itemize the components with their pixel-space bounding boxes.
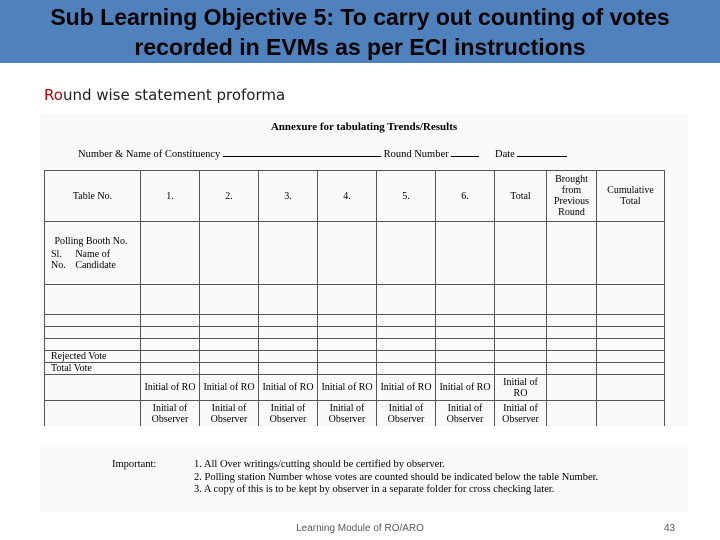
- proforma-title: Annexure for tabulating Trends/Results: [270, 121, 458, 133]
- rejected-vote-label: Rejected Vote: [45, 351, 141, 363]
- table-header-row: [45, 171, 665, 222]
- footer-text: Learning Module of RO/ARO: [296, 523, 424, 534]
- initial-observer-4: Initial of Observer: [318, 401, 377, 427]
- date-label: Date: [494, 149, 515, 160]
- initial-ro-1: Initial of RO: [141, 375, 200, 401]
- candidate-label: Name of Candidate: [75, 248, 116, 271]
- slide-title-line1: Sub Learning Objective 5: To carry out counting of votes: [50, 4, 670, 30]
- round-label: Round Number: [383, 149, 449, 160]
- slide-title-banner: [0, 0, 720, 63]
- initial-observer-6: Initial of Observer: [436, 401, 495, 427]
- rejected-vote-row: [45, 351, 665, 363]
- sl-no-label: Sl. No.: [51, 248, 66, 271]
- polling-booth-cell: [45, 222, 141, 285]
- initial-ro-total: Initial of RO: [495, 375, 547, 401]
- notes-list: [194, 459, 684, 497]
- table-row: [45, 327, 665, 339]
- slide-subtitle: [44, 86, 285, 104]
- table-row: [45, 339, 665, 351]
- total-vote-row: [45, 363, 665, 375]
- initial-observer-row: [45, 401, 665, 427]
- subtitle-highlight: Ro: [44, 86, 63, 104]
- total-vote-label: Total Vote: [45, 363, 141, 375]
- important-label: Important:: [112, 459, 157, 470]
- initial-ro-4: Initial of RO: [318, 375, 377, 401]
- constituency-blank: [223, 146, 381, 157]
- note-item: 2. Polling station Number whose votes are counted should be indicated below the table Number.: [194, 471, 599, 483]
- initial-ro-row: [45, 375, 665, 401]
- col-header-table-no: Table No.: [45, 171, 141, 222]
- polling-booth-label: Polling Booth No.: [54, 235, 128, 247]
- col-header-6: 6.: [436, 171, 495, 222]
- subtitle-rest: und wise statement proforma: [62, 86, 286, 104]
- col-header-cumulative: Cumulative Total: [597, 171, 665, 222]
- initial-observer-2: Initial of Observer: [200, 401, 259, 427]
- image-gap: [40, 426, 688, 444]
- table-row: [45, 285, 665, 315]
- col-header-brought-forward: Brought from Previous Round: [547, 171, 597, 222]
- initial-observer-total: Initial of Observer: [495, 401, 547, 427]
- col-header-4: 4.: [318, 171, 377, 222]
- table-row: [45, 222, 665, 285]
- col-header-5: 5.: [377, 171, 436, 222]
- col-header-3: 3.: [259, 171, 318, 222]
- note-item: 3. A copy of this is to be kept by observer in a separate folder for cross checking later.: [194, 484, 555, 495]
- initial-ro-3: Initial of RO: [259, 375, 318, 401]
- constituency-line: [78, 146, 567, 160]
- slide-title-line2: recorded in EVMs as per ECI instructions: [134, 34, 586, 60]
- initial-observer-1: Initial of Observer: [141, 401, 200, 427]
- initial-ro-6: Initial of RO: [436, 375, 495, 401]
- col-header-total: Total: [495, 171, 547, 222]
- initial-ro-5: Initial of RO: [377, 375, 436, 401]
- constituency-label: Number & Name of Constituency: [78, 149, 221, 160]
- table-row: [45, 315, 665, 327]
- col-header-2: 2.: [200, 171, 259, 222]
- initial-observer-5: Initial of Observer: [377, 401, 436, 427]
- note-item: 1. All Over writings/cutting should be certified by observer.: [194, 459, 445, 470]
- initial-observer-3: Initial of Observer: [259, 401, 318, 427]
- page-number: 43: [664, 523, 676, 534]
- initial-ro-2: Initial of RO: [200, 375, 259, 401]
- results-table: [44, 170, 665, 427]
- round-blank: [451, 146, 479, 157]
- col-header-1: 1.: [141, 171, 200, 222]
- date-blank: [517, 146, 567, 157]
